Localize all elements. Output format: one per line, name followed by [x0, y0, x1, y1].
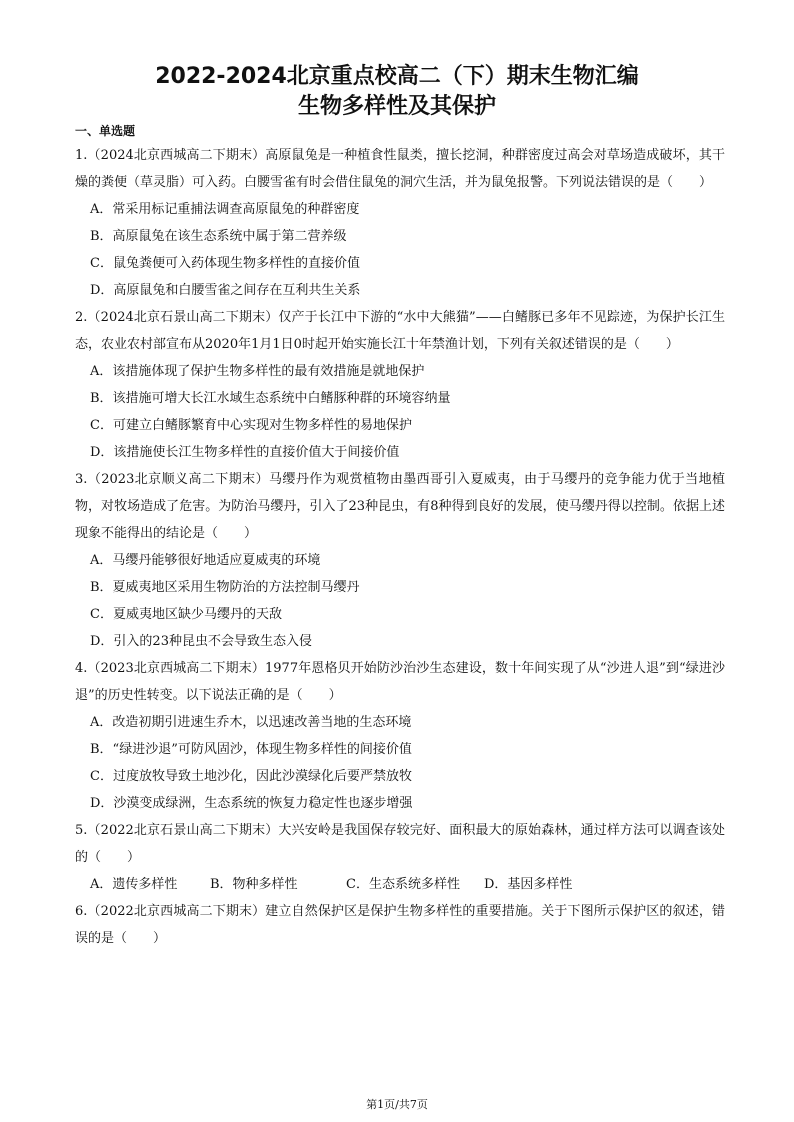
- question-stem: 2.（2024北京石景山高二下期末）仅产于长江中下游的“水中大熊猫”——白鳍豚已多年不见踪迹，为保护长江生态，农业农村部宣布从2020年1月1日0时起开始实施长江十年禁渔计划，下列有关叙述错误的是（ ）: [75, 310, 725, 352]
- option-b: B．“绿进沙退”可防风固沙，体现生物多样性的间接价值: [90, 742, 412, 757]
- option-d: D．高原鼠兔和白腰雪雀之间存在互利共生关系: [90, 283, 361, 298]
- question-stem: 5.（2022北京石景山高二下期末）大兴安岭是我国保存较完好、面积最大的原始森林，通过样方法可以调查该处的（ ）: [75, 823, 725, 865]
- question-stem: 4.（2023北京西城高二下期末）1977年恩格贝开始防沙治沙生态建设，数十年间实现了从“沙进人退”到“绿进沙退”的历史性转变。以下说法正确的是（ ）: [75, 661, 725, 703]
- option-a: A．该措施体现了保护生物多样性的最有效措施是就地保护: [90, 364, 425, 379]
- option-c: C．夏威夷地区缺少马缨丹的天敌: [90, 607, 282, 622]
- option-c: C．生态系统多样性: [346, 877, 460, 892]
- question-stem: 1.（2024北京西城高二下期末）高原鼠兔是一种植食性鼠类，擅长挖洞，种群密度过高会对草场造成破坏，其干燥的粪便（草灵脂）可入药。白腰雪雀有时会借住鼠兔的洞穴生活，并为鼠兔报警。下列说法错误的是（ ）: [75, 148, 725, 190]
- question-3: [75, 466, 725, 655]
- option-b: B．夏威夷地区采用生物防治的方法控制马缨丹: [90, 580, 360, 595]
- page-footer: 第1页/共7页: [366, 1098, 428, 1111]
- option-a: A．常采用标记重捕法调查高原鼠兔的种群密度: [90, 202, 360, 217]
- question-stem: 6.（2022北京西城高二下期末）建立自然保护区是保护生物多样性的重要措施。关于下图所示保护区的叙述，错误的是（ ）: [75, 904, 725, 946]
- document-subtitle: 生物多样性及其保护: [297, 94, 496, 119]
- question-6: [75, 898, 725, 952]
- question-1: [75, 142, 725, 304]
- option-d: D．引入的23种昆虫不会导致生态入侵: [90, 634, 312, 649]
- option-c: C．过度放牧导致土地沙化，因此沙漠绿化后要严禁放牧: [90, 769, 412, 784]
- option-b: B．物种多样性: [210, 877, 298, 892]
- option-a: A．遗传多样性: [90, 877, 178, 892]
- option-b: B．该措施可增大长江水域生态系统中白鳍豚种群的环境容纳量: [90, 391, 451, 406]
- section-heading: 一、单选题: [75, 124, 136, 138]
- document-title: 2022-2024北京重点校高二（下）期末生物汇编: [155, 64, 639, 89]
- option-a: A．马缨丹能够很好地适应夏威夷的环境: [90, 553, 321, 568]
- option-row: [75, 871, 725, 898]
- question-2: [75, 304, 725, 466]
- option-d: D．该措施使长江生物多样性的直接价值大于间接价值: [90, 445, 400, 460]
- question-5: [75, 817, 725, 898]
- option-a: A．改造初期引进速生乔木，以迅速改善当地的生态环境: [90, 715, 412, 730]
- option-c: C．鼠兔粪便可入药体现生物多样性的直接价值: [90, 256, 360, 271]
- question-4: [75, 655, 725, 817]
- document-body: [75, 122, 725, 952]
- option-d: D．沙漠变成绿洲，生态系统的恢复力稳定性也逐步增强: [90, 796, 413, 811]
- question-stem: 3.（2023北京顺义高二下期末）马缨丹作为观赏植物由墨西哥引入夏威夷，由于马缨丹的竞争能力优于当地植物，对牧场造成了危害。为防治马缨丹，引入了23种昆虫，有8种得到良好的发展，使马缨丹得以控制。依据上述现象不能得出的结论是（ ）: [75, 472, 725, 541]
- option-d: D．基因多样性: [484, 877, 573, 892]
- option-c: C．可建立白鳍豚繁育中心实现对生物多样性的易地保护: [90, 418, 412, 433]
- option-b: B．高原鼠兔在该生态系统中属于第二营养级: [90, 229, 347, 244]
